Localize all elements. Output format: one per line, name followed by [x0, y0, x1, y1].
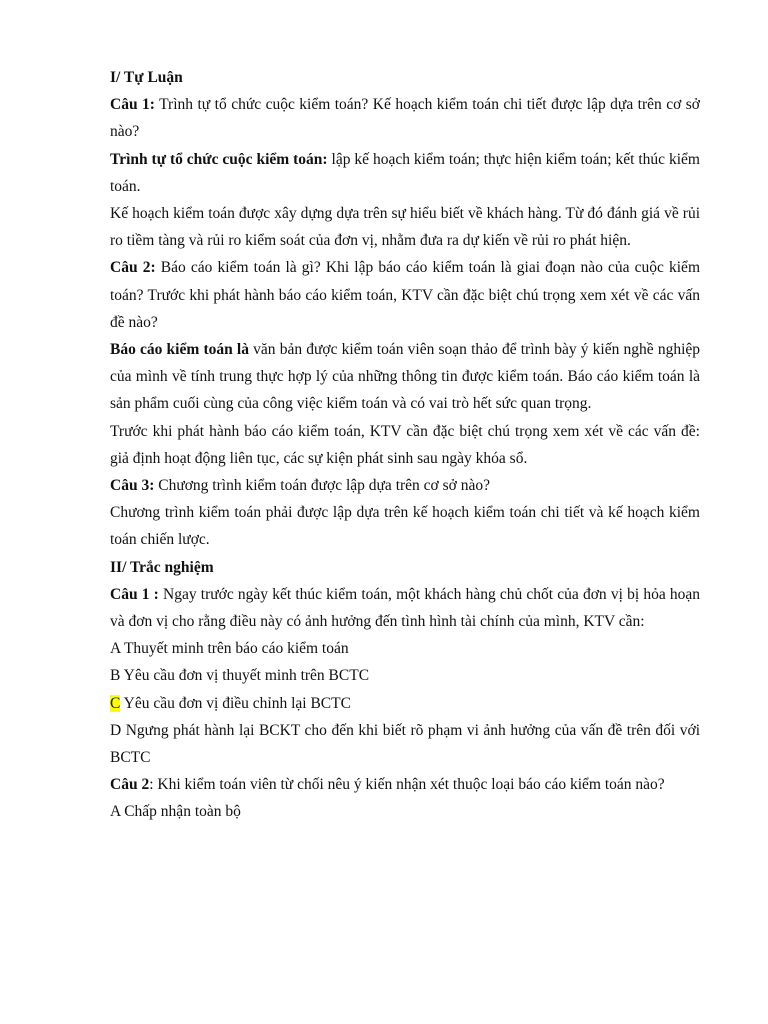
section-1-heading: I/ Tự Luận — [110, 69, 183, 86]
answer-label: Trình tự tổ chức cuộc kiểm toán: — [110, 150, 328, 168]
answer-label: Báo cáo kiểm toán là — [110, 341, 249, 359]
question-label: Câu 2: — [110, 259, 156, 277]
option-letter: D — [110, 721, 122, 739]
answer-text: lập kế hoạch kiểm toán; thực hiện kiểm toán; kết thúc kiểm toán. — [110, 150, 700, 195]
option-letter: B — [110, 667, 121, 685]
question-text: Chương trình kiểm toán được lập dựa trên cơ sở nào? — [154, 477, 490, 495]
essay-question-3 — [110, 472, 700, 499]
question-text: Trình tự tổ chức cuộc kiểm toán? Kế hoạch kiểm toán chi tiết được lập dựa trên cơ sở nào? — [110, 96, 700, 141]
mc-option-1c — [110, 690, 700, 717]
option-text: Yêu cầu đơn vị thuyết minh trên BCTC — [120, 667, 370, 685]
question-label: Câu 2 — [110, 776, 150, 794]
option-text: Yêu cầu đơn vị điều chỉnh lại BCTC — [120, 694, 351, 712]
mc-question-2 — [110, 771, 700, 798]
question-text: : Khi kiểm toán viên từ chối nêu ý kiến nhận xét thuộc loại báo cáo kiểm toán nào? — [149, 776, 665, 794]
answer-text: văn bản được kiểm toán viên soạn thảo để trình bày ý kiến nghề nghiệp của mình về tính trung thực hợp lý của những thông tin được kiểm toán. Báo cáo kiểm toán là sản phẩm cuối cùng của công việc kiểm toán và có vai trò hết sức quan trọng. — [110, 341, 701, 413]
option-text: Thuyết minh trên báo cáo kiểm toán — [120, 640, 349, 658]
essay-answer-1-part-1 — [110, 146, 700, 200]
essay-answer-2-part-2: Trước khi phát hành báo cáo kiểm toán, KTV cần đặc biệt chú trọng xem xét về các vấn đề: giả định hoạt động liên tục, các sự kiện phát sinh sau ngày khóa sổ. — [110, 422, 700, 467]
document-body — [110, 64, 700, 826]
question-label: Câu 1: — [110, 96, 155, 114]
question-text: Báo cáo kiểm toán là gì? Khi lập báo cáo kiểm toán là giai đoạn nào của cuộc kiểm toán? Trước khi phát hành báo cáo kiểm toán, KTV cần đặc biệt chú trọng xem xét về các vấn đề nào? — [110, 259, 700, 331]
mc-option-1b — [110, 662, 700, 689]
essay-question-2 — [110, 254, 700, 336]
essay-answer-2-part-1 — [110, 336, 700, 418]
highlighted-answer-letter: C — [110, 694, 121, 712]
mc-option-2a — [110, 798, 700, 825]
essay-question-1 — [110, 91, 700, 145]
option-letter: A — [110, 640, 121, 658]
mc-question-1 — [110, 581, 700, 635]
question-label: Câu 1 : — [110, 585, 159, 603]
question-label: Câu 3: — [110, 477, 155, 495]
mc-option-1a — [110, 635, 700, 662]
option-text: Ngưng phát hành lại BCKT cho đến khi biết rõ phạm vi ảnh hưởng của vấn đề trên đối với BCTC — [110, 721, 700, 767]
section-2-heading: II/ Trắc nghiệm — [110, 558, 214, 576]
mc-option-1d — [110, 717, 700, 771]
option-text: Chấp nhận toàn bộ — [120, 803, 241, 821]
question-text: Ngay trước ngày kết thúc kiểm toán, một khách hàng chủ chốt của đơn vị bị hỏa hoạn và đơn vị cho rằng điều này có ảnh hưởng đến tình hình tài chính của mình, KTV cần: — [110, 585, 701, 631]
essay-answer-1-part-2: Kế hoạch kiểm toán được xây dựng dựa trên sự hiểu biết về khách hàng. Từ đó đánh giá về rủi ro tiềm tàng và rủi ro kiểm soát của đơn vị, nhằm đưa ra dự kiến về rủi ro phát hiện. — [110, 205, 700, 250]
option-letter: A — [110, 803, 121, 821]
essay-answer-3: Chương trình kiểm toán phải được lập dựa trên kế hoạch kiểm toán chi tiết và kế hoạch kiểm toán chiến lược. — [110, 504, 700, 549]
